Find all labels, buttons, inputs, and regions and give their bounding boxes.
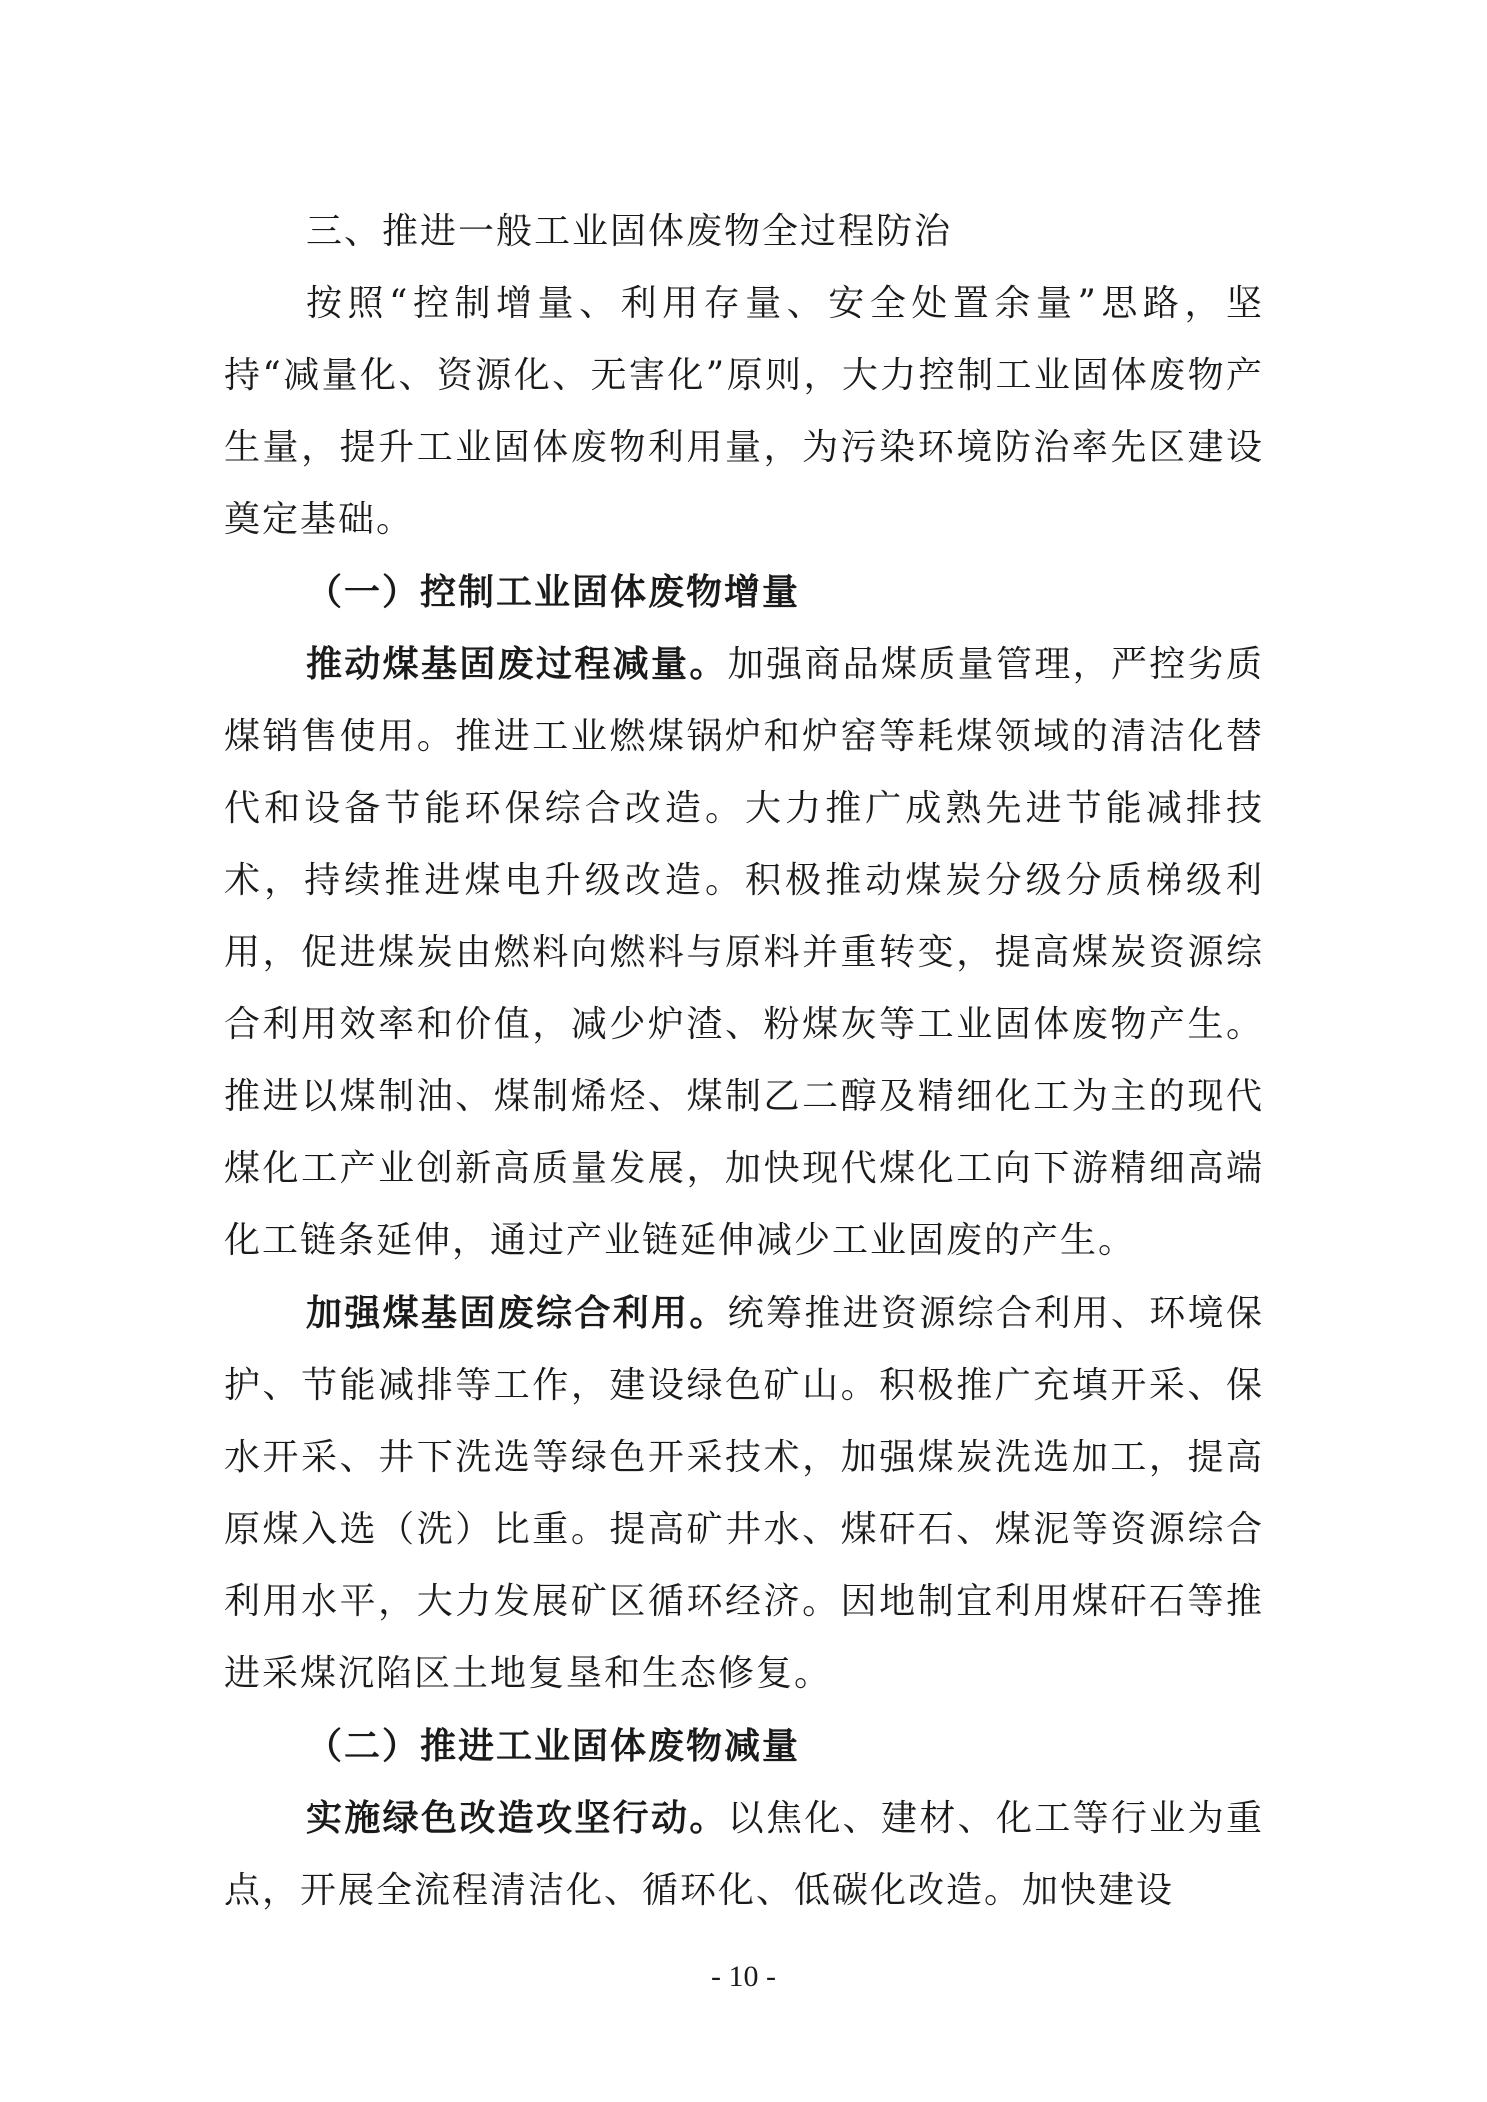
paragraph-coal-reduction — [224, 628, 1264, 1277]
paragraph-coal-utilization — [224, 1277, 1264, 1710]
subsection-2-title: （二）推进工业固体废物减量 — [306, 1725, 801, 1767]
paragraph-lead: 推动煤基固废过程减量。 — [306, 643, 728, 685]
section-intro: 按照“控制增量、利用存量、安全处置余量”思路，坚持“减量化、资源化、无害化”原则，大力控制工业固体废物产生量，提升工业固体废物利用量，为污染环境防治率先区建设奠定基础。 — [224, 283, 1264, 540]
paragraph-text: 以焦化、建材、化工等行业为重点，开展全流程清洁化、循环化、低碳化改造。加快建设 — [224, 1798, 1264, 1911]
section-title: 三、推进一般工业固体废物全过程防治 — [306, 211, 953, 252]
paragraph-text: 统筹推进资源综合利用、环境保护、节能减排等工作，建设绿色矿山。积极推广充填开采、保水开采、井下洗选等绿色开采技术，加强煤炭洗选加工，提高原煤入选（洗）比重。提高矿井水、煤矸石、煤泥等资源综合利用水平，大力发展矿区循环经济。因地制宜利用煤矸石等推进采煤沉陷区土地复垦和生态修复。 — [224, 1293, 1264, 1694]
paragraph-lead: 加强煤基固废综合利用。 — [306, 1292, 728, 1334]
paragraph-lead: 实施绿色改造攻坚行动。 — [306, 1797, 728, 1839]
subsection-1-title: （一）控制工业固体废物增量 — [306, 571, 801, 613]
paragraph-green-retrofit — [224, 1782, 1264, 1927]
page-number: - 10 - — [711, 1960, 776, 1993]
paragraph-text: 加强商品煤质量管理，严控劣质煤销售使用。推进工业燃煤锅炉和炉窑等耗煤领域的清洁化替代和设备节能环保综合改造。大力推广成熟先进节能减排技术，持续推进煤电升级改造。积极推动煤炭分级分质梯级利用，促进煤炭由燃料向燃料与原料并重转变，提高煤炭资源综合利用效率和价值，减少炉渣、粉煤灰等工业固体废物产生。推进以煤制油、煤制烯烃、煤制乙二醇及精细化工为主的现代煤化工产业创新高质量发展，加快现代煤化工向下游精细高端化工链条延伸，通过产业链延伸减少工业固废的产生。 — [224, 644, 1264, 1261]
document-body — [224, 196, 1264, 1927]
